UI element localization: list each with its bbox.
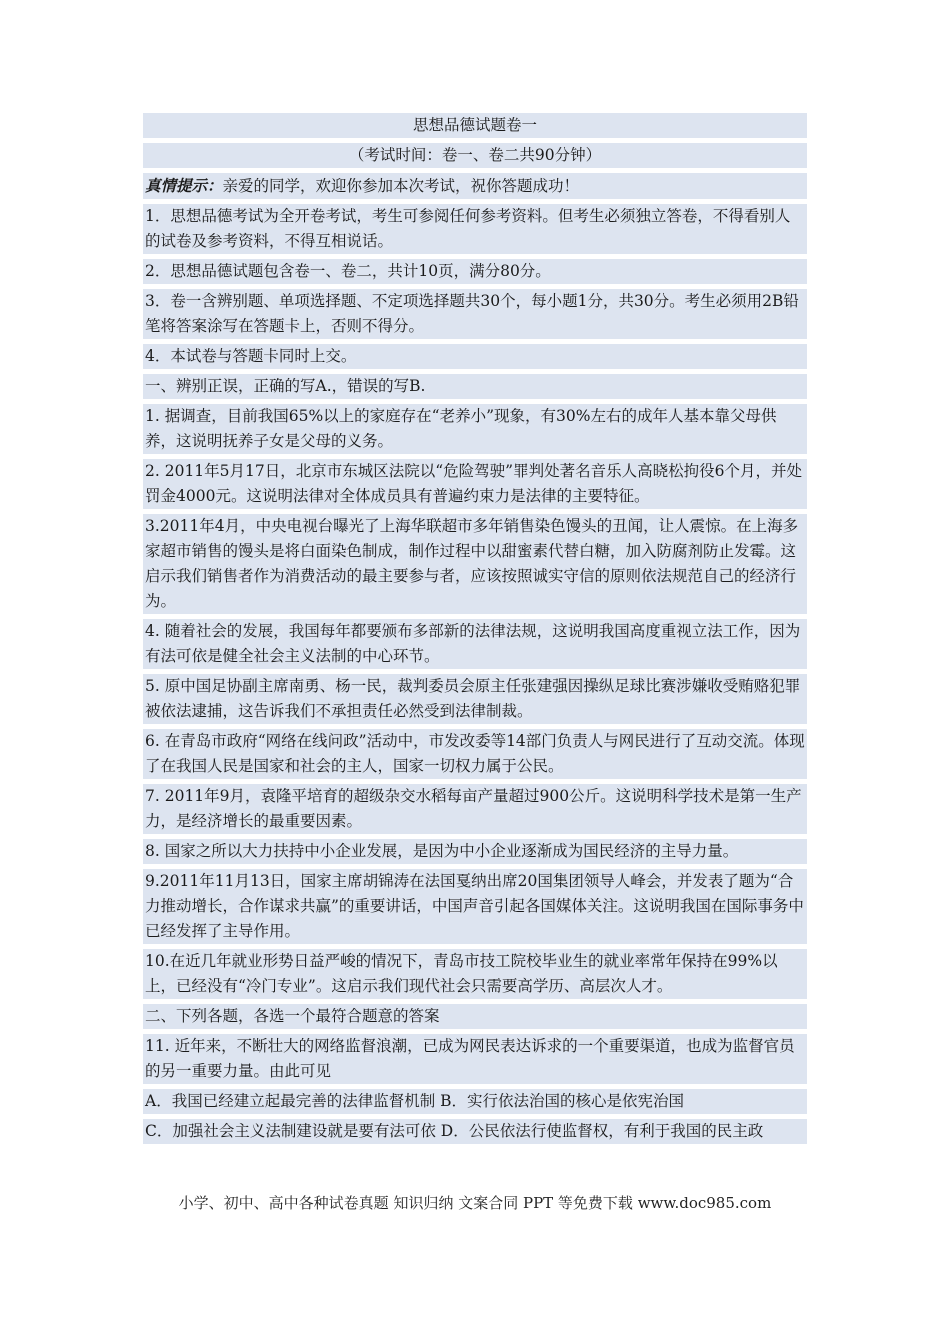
judge-question: 3.2011年4月，中央电视台曝光了上海华联超市多年销售染色馒头的丑闻，让人震惊。在上海多家超市销售的馒头是将白面染色制成，制作过程中以甜蜜素代替白糖，加入防腐剂防止发霉。这启示我们销售者作为消费活动的最主要参与者，应该按照诚实守信的原则依法规范自己的经济行为。 (143, 514, 807, 614)
question-stem: 11. 近年来，不断壮大的网络监督浪潮，已成为网民表达诉求的一个重要渠道，也成为监督官员的另一重要力量。由此可见 (143, 1034, 807, 1084)
rule-item: 3．卷一含辨别题、单项选择题、不定项选择题共30个，每小题1分，共30分。考生必须用2B铅笔将答案涂写在答题卡上，否则不得分。 (143, 289, 807, 339)
judge-question: 2. 2011年5月17日，北京市东城区法院以“危险驾驶”罪判处著名音乐人高晓松拘役6个月，并处罚金4000元。这说明法律对全体成员具有普遍约束力是法律的主要特征。 (143, 459, 807, 509)
exam-page (143, 113, 807, 1149)
rule-item: 1．思想品德考试为全开卷考试，考生可参阅任何参考资料。但考生必须独立答卷，不得看别人的试卷及参考资料，不得互相说话。 (143, 204, 807, 254)
hint-text: 亲爱的同学，欢迎你参加本次考试，祝你答题成功！ (222, 177, 580, 195)
rule-item: 4．本试卷与答题卡同时上交。 (143, 344, 807, 369)
judge-question: 8. 国家之所以大力扶持中小企业发展，是因为中小企业逐渐成为国民经济的主导力量。 (143, 839, 807, 864)
hint-label: 真情提示： (145, 176, 223, 195)
section-heading: 二、下列各题，各选一个最符合题意的答案 (143, 1004, 807, 1029)
judge-question: 10.在近几年就业形势日益严峻的情况下，青岛市技工院校毕业生的就业率常年保持在99%以上，已经没有“冷门专业”。这启示我们现代社会只需要高学历、高层次人才。 (143, 949, 807, 999)
question-options: A．我国已经建立起最完善的法律监督机制 B．实行依法治国的核心是依宪治国 (143, 1089, 807, 1114)
exam-duration: （考试时间：卷一、卷二共90分钟） (143, 143, 807, 168)
judge-question: 9.2011年11月13日，国家主席胡锦涛在法国戛纳出席20国集团领导人峰会，并发表了题为“合力推动增长，合作谋求共赢”的重要讲话，中国声音引起各国媒体关注。这说明我国在国际事务中已经发挥了主导作用。 (143, 869, 807, 944)
judge-question: 7. 2011年9月，袁隆平培育的超级杂交水稻每亩产量超过900公斤。这说明科学技术是第一生产力，是经济增长的最重要因素。 (143, 784, 807, 834)
page-footer: 小学、初中、高中各种试卷真题 知识归纳 文案合同 PPT 等免费下载 www.doc985.com (178, 1194, 772, 1212)
question-options: C．加强社会主义法制建设就是要有法可依 D．公民依法行使监督权，有利于我国的民主政 (143, 1119, 807, 1144)
page-title: 思想品德试题卷一 (143, 113, 807, 138)
judge-question: 5. 原中国足协副主席南勇、杨一民，裁判委员会原主任张建强因操纵足球比赛涉嫌收受贿赂犯罪被依法逮捕，这告诉我们不承担责任必然受到法律制裁。 (143, 674, 807, 724)
judge-question: 6. 在青岛市政府“网络在线问政”活动中，市发改委等14部门负责人与网民进行了互动交流。体现了在我国人民是国家和社会的主人，国家一切权力属于公民。 (143, 729, 807, 779)
rule-item: 2．思想品德试题包含卷一、卷二，共计10页，满分80分。 (143, 259, 807, 284)
judge-question: 4. 随着社会的发展，我国每年都要颁布多部新的法律法规，这说明我国高度重视立法工作，因为有法可依是健全社会主义法制的中心环节。 (143, 619, 807, 669)
judge-question: 1. 据调查，目前我国65%以上的家庭存在“老养小”现象，有30%左右的成年人基本靠父母供养，这说明抚养子女是父母的义务。 (143, 404, 807, 454)
section-heading: 一、辨别正误，正确的写A.，错误的写B. (143, 374, 807, 399)
hint-line (143, 173, 807, 199)
